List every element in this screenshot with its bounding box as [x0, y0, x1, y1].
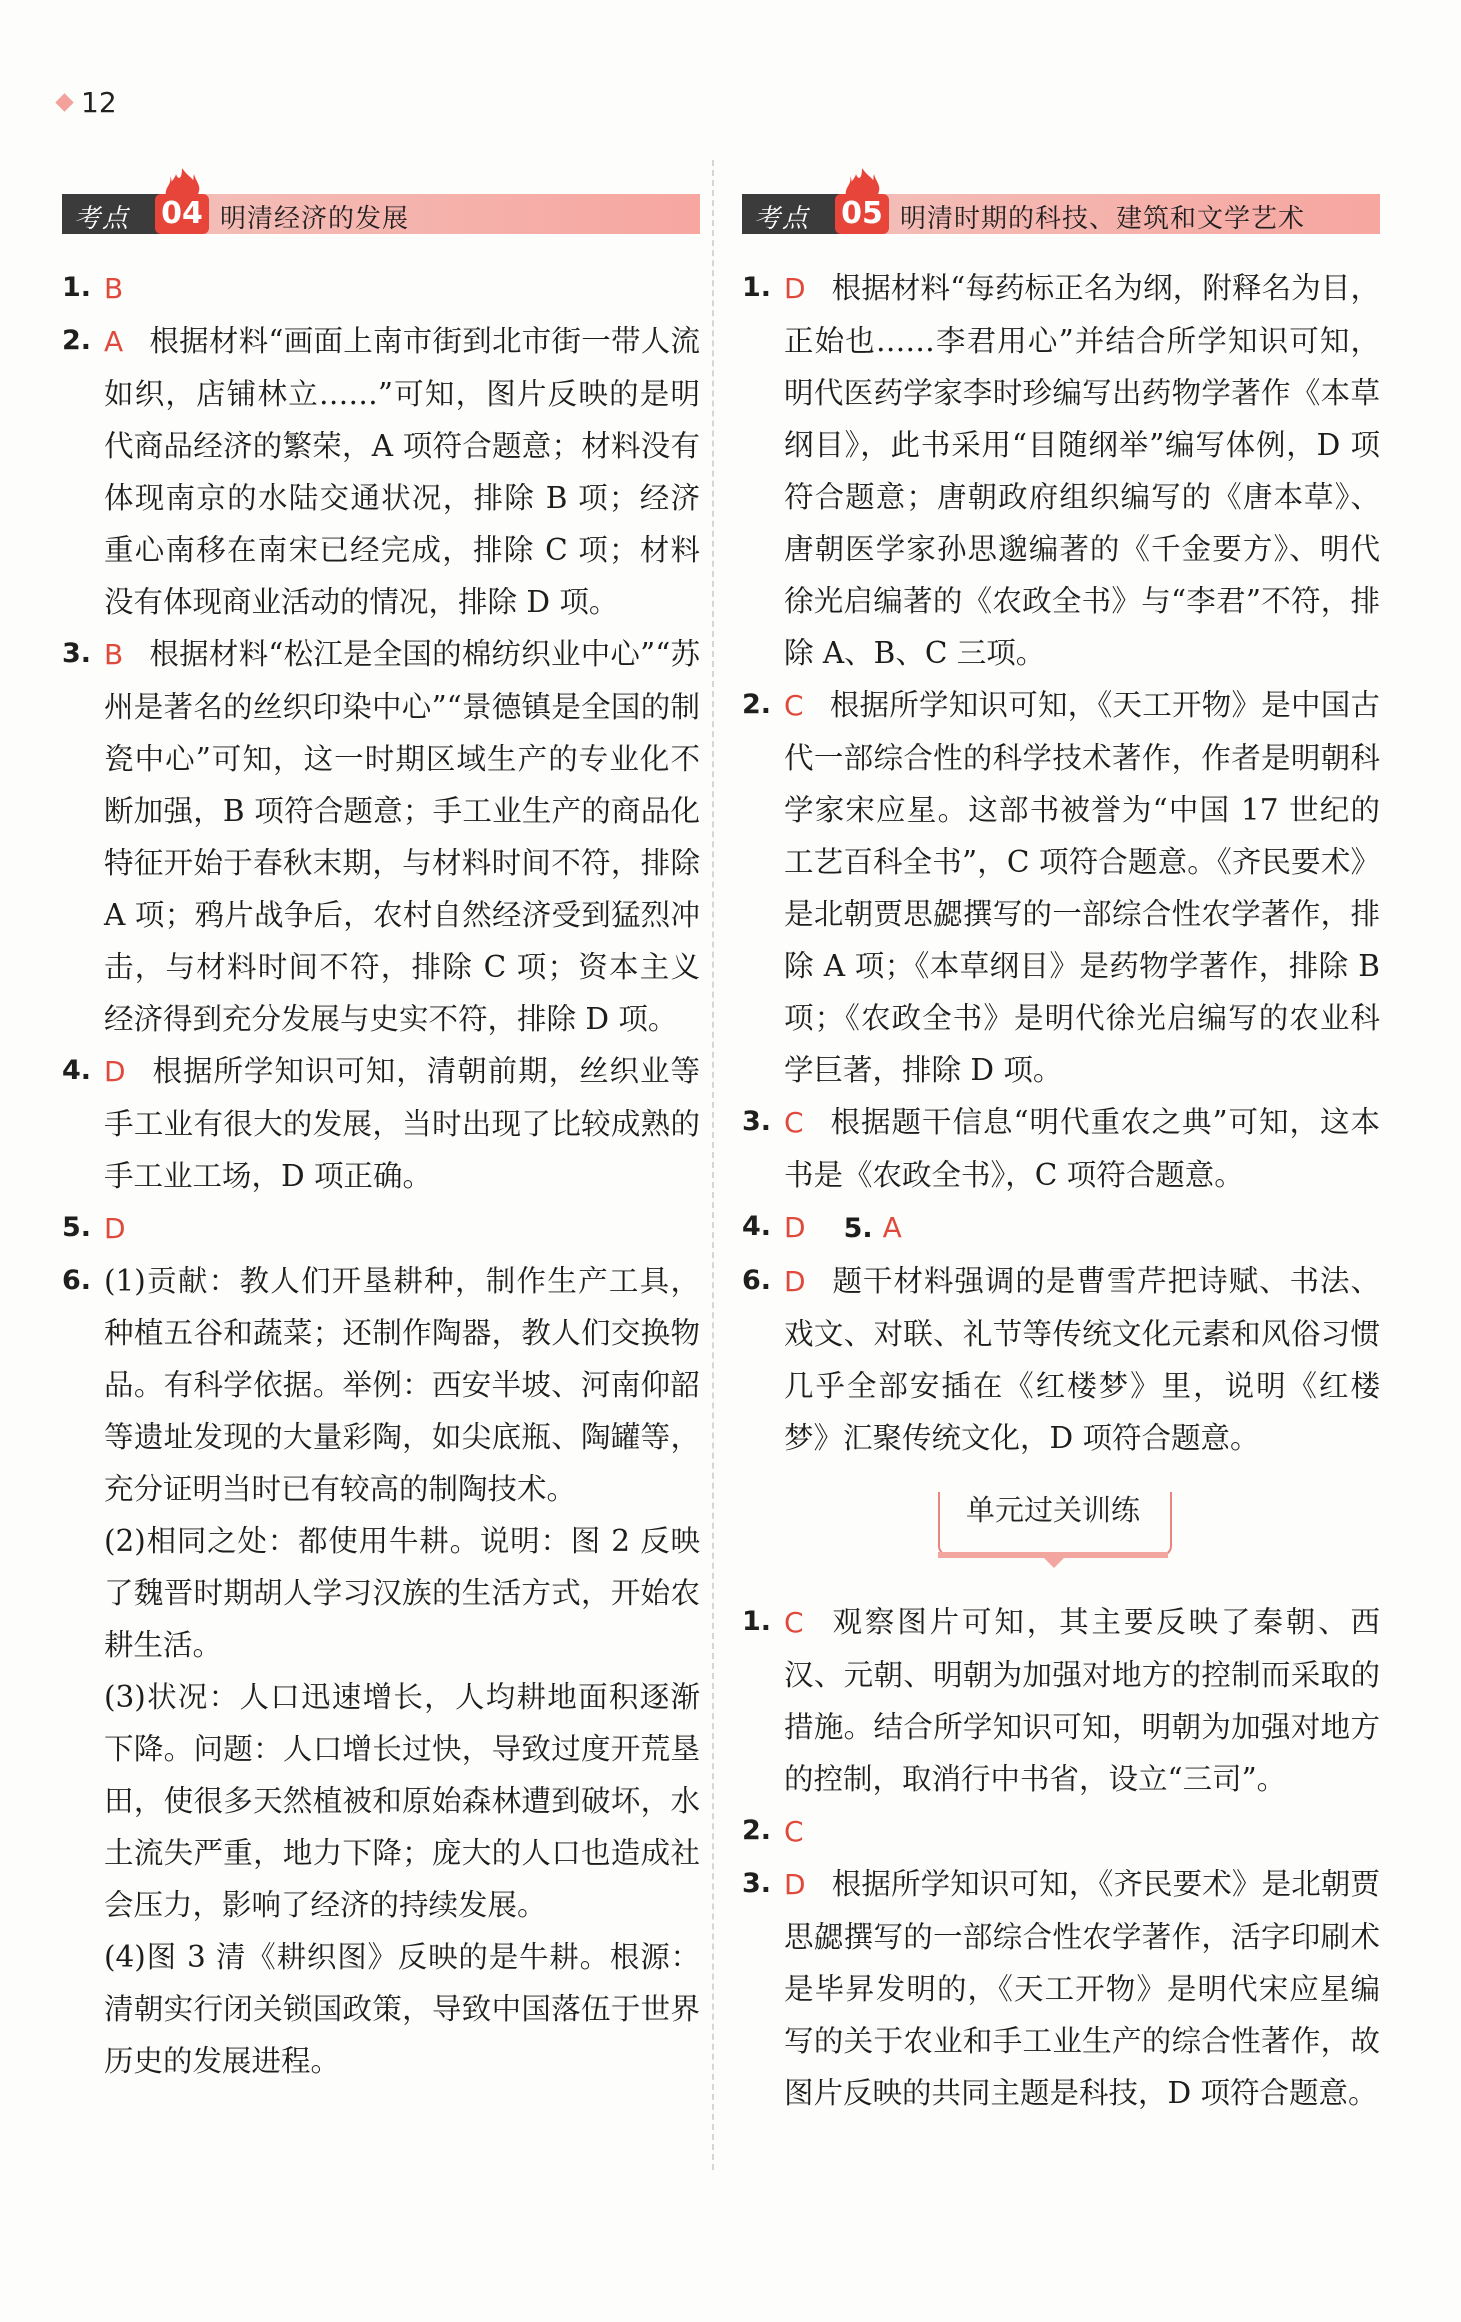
answer-item: 3. B 根据材料“松江是全国的棉纺织业中心”“苏州是著名的丝织印染中心”“景德镇是全国的制瓷中心”可知，这一时期区域生产的专业化不断加强，B 项符合题意；手工业生产的商品化特征开始于春秋末期，与材料时间不符，排除 A 项；鸦片战争后，农村自然经济受到猛烈冲击，与材料时间不符，排除 C 项；资本主义经济得到充分发展与史实不符，排除 D 项。 [62, 637, 700, 1036]
answer-item: 2. A 根据材料“画面上南市街到北市街一带人流如织，店铺林立……”可知，图片反映的是明代商品经济的繁荣，A 项符合题意；材料没有体现南京的水陆交通状况，排除 B 项；经济重心南移在南宋已经完成，排除 C 项；材料没有体现商业活动的情况，排除 D 项。 [62, 324, 700, 619]
answer-paragraph: (1)贡献：教人们开垦耕种，制作生产工具，种植五谷和蔬菜；还制作陶器，教人们交换物品。有科学依据。举例：西安半坡、河南仰韶等遗址发现的大量彩陶，如尖底瓶、陶罐等，充分证明当时已有较高的制陶技术。 [104, 1264, 700, 1506]
section-header-04 [62, 186, 700, 236]
answer-letter: C [784, 1815, 804, 1848]
answer-item: 4. D 根据所学知识可知，清朝前期，丝织业等手工业有很大的发展，当时出现了比较成熟的手工业工场，D 项正确。 [62, 1054, 700, 1193]
answer-letter: D [784, 1211, 806, 1244]
answer-item: 3. D 根据所学知识可知，《齐民要术》是北朝贾思勰撰写的一部综合性农学著作，活字印刷术是毕昇发明的，《天工开物》是明代宋应星编写的关于农业和手工业生产的综合性著作，故图片反映的共同主题是科技，D 项符合题意。 [742, 1867, 1380, 2110]
answer-letter: D [784, 1265, 806, 1298]
answer-letter: A [882, 1211, 902, 1244]
page-number-area [58, 86, 117, 119]
diamond-icon [55, 93, 73, 111]
answer-letter: D [104, 1055, 126, 1088]
answer-item-4-5: 4. D 5. A [742, 1211, 902, 1244]
answer-letter: B [104, 638, 124, 671]
answer-letter: D [784, 272, 806, 305]
explanation: 根据所学知识可知，《齐民要术》是北朝贾思勰撰写的一部综合性农学著作，活字印刷术是毕昇发明的，《天工开物》是明代宋应星编写的关于农业和手工业生产的综合性著作，故图片反映的共同主题是科技，D 项符合题意。 [784, 1867, 1380, 2110]
unit-heading [742, 1482, 1380, 1582]
answer-item: 1. C 观察图片可知，其主要反映了秦朝、西汉、元朝、明朝为加强对地方的控制而采取的措施。结合所学知识可知，明朝为加强对地方的控制，取消行中书省，设立“三司”。 [742, 1605, 1380, 1796]
section-title: 明清时期的科技、建筑和文学艺术 [900, 204, 1306, 234]
answer-letter: C [784, 689, 804, 722]
answer-paragraph: (3)状况：人口迅速增长，人均耕地面积逐渐下降。问题：人口增长过快，导致过度开荒垦田，使很多天然植被和原始森林遭到破坏，水土流失严重，地力下降；庞大的人口也造成社会压力，影响了经济的持续发展。 [104, 1680, 700, 1922]
explanation: 根据所学知识可知，《天工开物》是中国古代一部综合性的科学技术著作，作者是明朝科学家宋应星。这部书被誉为“中国 17 世纪的工艺百科全书”，C 项符合题意。《齐民要术》是北朝贾思勰撰写的一部综合性农学著作，排除 A 项；《本草纲目》是药物学著作，排除 B 项；《农政全书》是明代徐光启编写的农业科学巨著，排除 D 项。 [784, 688, 1380, 1087]
header-number: 05 [835, 194, 889, 234]
header-number: 04 [155, 194, 209, 234]
answer-item-6: 6. (1)贡献：教人们开垦耕种，制作生产工具，种植五谷和蔬菜；还制作陶器，教人们交换物品。有科学依据。举例：西安半坡、河南仰韶等遗址发现的大量彩陶，如尖底瓶、陶罐等，充分证明当时已有较高的制陶技术。 (2)相同之处：都使用牛耕。说明：图 2 反映了魏晋时期胡人学习汉族的生活方式，开始农耕生活。 (3)状况：人口迅速增长，人均耕地面积逐渐下降。问题：人口增长过快，导致过度开荒垦田，使很多天然植被和原始森林遭到破坏，水土流失严重，地力下降；庞大的人口也造成社会压力，影响了经济的持续发展。 (4)图 3 清《耕织图》反映的是牛耕。根源：清朝实行闭关锁国政策，导致中国落伍于世界历史的发展进程。 [62, 1255, 700, 2087]
answer-item: 2. C [742, 1815, 804, 1848]
answer-item: 1. D 根据材料“每药标正名为纲，附释名为目，正始也……李君用心”并结合所学知识可知，明代医药学家李时珍编写出药物学著作《本草纲目》，此书采用“目随纲举”编写体例，D 项符合题意；唐朝政府组织编写的《唐本草》、唐朝医学家孙思邈编著的《千金要方》、明代徐光启编著的《农政全书》与“李君”不符，排除 A、B、C 三项。 [742, 271, 1380, 670]
section-header-05 [742, 186, 1380, 236]
explanation: 题干材料强调的是曹雪芹把诗赋、书法、戏文、对联、礼节等传统文化元素和风俗习惯几乎全部安插在《红楼梦》里，说明《红楼梦》汇聚传统文化，D 项符合题意。 [784, 1264, 1380, 1455]
answer-letter: C [784, 1106, 804, 1139]
header-tag-label: 考点 [754, 204, 811, 234]
explanation: 根据材料“每药标正名为纲，附释名为目，正始也……李君用心”并结合所学知识可知，明代医药学家李时珍编写出药物学著作《本草纲目》，此书采用“目随纲举”编写体例，D 项符合题意；唐朝政府组织编写的《唐本草》、唐朝医学家孙思邈编著的《千金要方》、明代徐光启编著的《农政全书》与“李君”不符，排除 A、B、C 三项。 [784, 271, 1380, 670]
answer-item: 1. B [62, 272, 124, 305]
answer-letter: B [104, 272, 124, 305]
unit-title: 单元过关训练 [965, 1493, 1140, 1527]
left-column [62, 186, 700, 2087]
explanation: 根据所学知识可知，清朝前期，丝织业等手工业有很大的发展，当时出现了比较成熟的手工业工场，D 项正确。 [104, 1054, 700, 1193]
explanation: 根据题干信息“明代重农之典”可知，这本书是《农政全书》，C 项符合题意。 [784, 1105, 1380, 1192]
answer-letter: C [784, 1606, 804, 1639]
page-number: 12 [81, 86, 117, 119]
answer-item: 3. C 根据题干信息“明代重农之典”可知，这本书是《农政全书》，C 项符合题意。 [742, 1105, 1380, 1192]
header-tag-label: 考点 [74, 204, 131, 234]
column-divider [712, 160, 714, 2170]
explanation: 观察图片可知，其主要反映了秦朝、西汉、元朝、明朝为加强对地方的控制而采取的措施。结合所学知识可知，明朝为加强对地方的控制，取消行中书省，设立“三司”。 [784, 1605, 1380, 1796]
answer-paragraph: (2)相同之处：都使用牛耕。说明：图 2 反映了魏晋时期胡人学习汉族的生活方式，开始农耕生活。 [104, 1524, 700, 1662]
answer-letter: D [104, 1212, 126, 1245]
explanation: 根据材料“画面上南市街到北市街一带人流如织，店铺林立……”可知，图片反映的是明代商品经济的繁荣，A 项符合题意；材料没有体现南京的水陆交通状况，排除 B 项；经济重心南移在南宋已经完成，排除 C 项；材料没有体现商业活动的情况，排除 D 项。 [104, 324, 700, 619]
answer-paragraph: (4)图 3 清《耕织图》反映的是牛耕。根源：清朝实行闭关锁国政策，导致中国落伍于世界历史的发展进程。 [104, 1940, 700, 2078]
answer-item: 6. D 题干材料强调的是曹雪芹把诗赋、书法、戏文、对联、礼节等传统文化元素和风俗习惯几乎全部安插在《红楼梦》里，说明《红楼梦》汇聚传统文化，D 项符合题意。 [742, 1264, 1380, 1455]
answer-letter: D [784, 1868, 806, 1901]
explanation: 根据材料“松江是全国的棉纺织业中心”“苏州是著名的丝织印染中心”“景德镇是全国的制瓷中心”可知，这一时期区域生产的专业化不断加强，B 项符合题意；手工业生产的商品化特征开始于春秋末期，与材料时间不符，排除 A 项；鸦片战争后，农村自然经济受到猛烈冲击，与材料时间不符，排除 C 项；资本主义经济得到充分发展与史实不符，排除 D 项。 [104, 637, 700, 1036]
section-title: 明清经济的发展 [220, 204, 410, 234]
answer-item: 2. C 根据所学知识可知，《天工开物》是中国古代一部综合性的科学技术著作，作者是明朝科学家宋应星。这部书被誉为“中国 17 世纪的工艺百科全书”，C 项符合题意。《齐民要术》是北朝贾思勰撰写的一部综合性农学著作，排除 A 项；《本草纲目》是药物学著作，排除 B 项；《农政全书》是明代徐光启编写的农业科学巨著，排除 D 项。 [742, 688, 1380, 1087]
answer-item: 5. D [62, 1212, 126, 1245]
answer-letter: A [104, 325, 124, 358]
right-column [742, 186, 1380, 2119]
